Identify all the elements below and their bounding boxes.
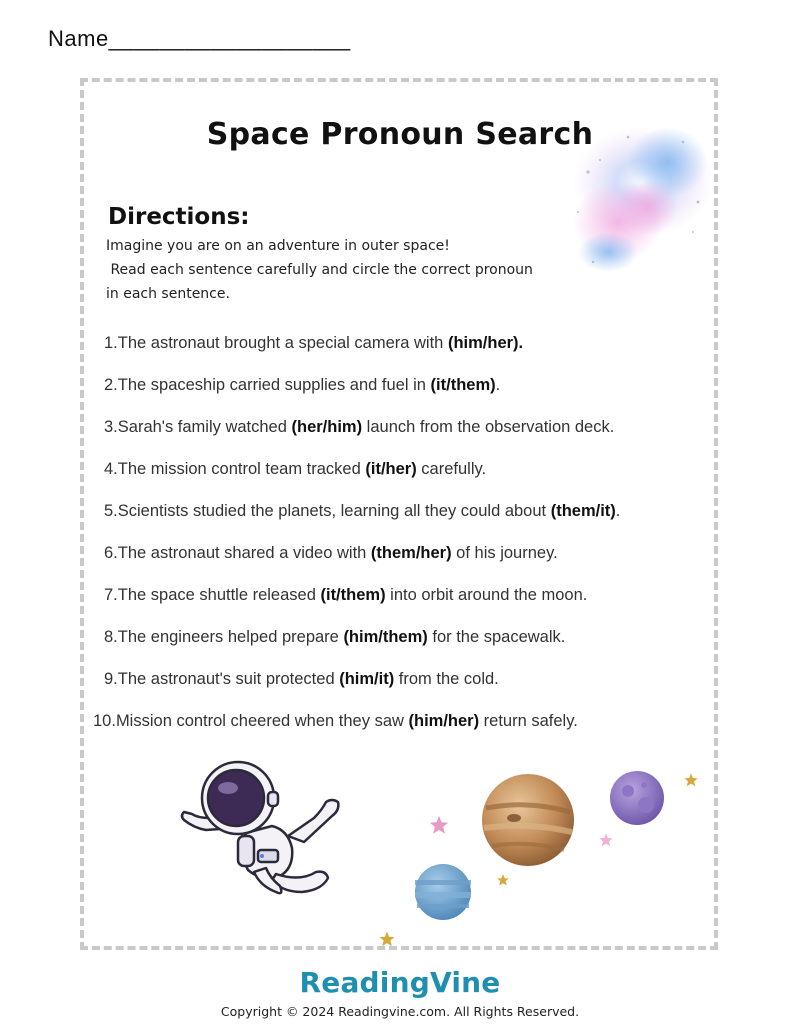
star-icon <box>683 772 699 788</box>
pronoun-choice[interactable]: (them/her) <box>370 544 452 562</box>
pronoun-choice[interactable]: (them/it) <box>550 502 616 520</box>
planet-icon <box>608 769 666 827</box>
question-text: The astronaut's suit protected <box>117 670 340 688</box>
question-text: Sarah's family watched <box>117 418 292 436</box>
star-icon <box>378 930 396 948</box>
question-number: 10. <box>93 712 116 730</box>
question-text: Mission control cheered when they saw <box>115 712 409 730</box>
question-text-end: launch from the observation deck. <box>362 418 615 436</box>
pronoun-choice[interactable]: (her/him) <box>291 418 363 436</box>
question-text: The engineers helped prepare <box>117 628 344 646</box>
question-number: 3. <box>104 418 118 436</box>
question-item <box>104 502 620 521</box>
question-item <box>104 334 523 353</box>
question-item <box>104 544 558 563</box>
question-item <box>93 712 578 731</box>
question-text-end: . <box>615 502 621 520</box>
pronoun-choice[interactable]: (it/them) <box>320 586 386 604</box>
question-number: 1. <box>104 334 118 352</box>
question-number: 8. <box>104 628 118 646</box>
question-item <box>104 586 587 605</box>
question-item <box>104 376 500 395</box>
question-text: The space shuttle released <box>117 586 321 604</box>
question-text-end: return safely. <box>479 712 578 730</box>
question-item <box>104 460 486 479</box>
question-text: The astronaut brought a special camera with <box>117 334 448 352</box>
nebula-icon <box>548 112 718 292</box>
star-icon <box>496 873 510 887</box>
question-number: 7. <box>104 586 118 604</box>
copyright-text: Copyright © 2024 Readingvine.com. All Rights Reserved. <box>220 1004 580 1019</box>
question-number: 9. <box>104 670 118 688</box>
star-icon <box>428 814 450 836</box>
name-field-label: Name___________________ <box>48 26 351 51</box>
directions-line: Read each sentence carefully and circle the correct pronoun <box>106 262 533 278</box>
question-number: 5. <box>104 502 118 520</box>
question-text: The astronaut shared a video with <box>117 544 371 562</box>
question-number: 2. <box>104 376 118 394</box>
directions-line: Imagine you are on an adventure in outer space! <box>106 238 450 254</box>
pronoun-choice[interactable]: (him/her) <box>408 712 480 730</box>
question-text: The spaceship carried supplies and fuel in <box>117 376 431 394</box>
question-number: 4. <box>104 460 118 478</box>
question-item <box>104 670 499 689</box>
planet-icon <box>478 770 578 870</box>
question-text-end: for the spacewalk. <box>427 628 566 646</box>
star-icon <box>598 832 614 848</box>
pronoun-choice[interactable]: (him/it) <box>339 670 395 688</box>
question-text: The mission control team tracked <box>117 460 366 478</box>
question-item <box>104 628 565 647</box>
pronoun-choice[interactable]: (him/them) <box>343 628 428 646</box>
pronoun-choice[interactable]: (it/her) <box>365 460 417 478</box>
brand-logo: ReadingVine <box>299 966 501 999</box>
question-item <box>104 418 614 437</box>
question-text-end: . <box>495 376 501 394</box>
directions-line: in each sentence. <box>106 286 230 302</box>
planet-icon <box>413 862 473 922</box>
question-text-end: of his journey. <box>451 544 558 562</box>
question-text-end: carefully. <box>416 460 487 478</box>
question-text-end: into orbit around the moon. <box>385 586 588 604</box>
question-text-end: from the cold. <box>394 670 499 688</box>
pronoun-choice[interactable]: (it/them) <box>430 376 496 394</box>
pronoun-choice[interactable]: (him/her). <box>447 334 524 352</box>
question-number: 6. <box>104 544 118 562</box>
worksheet-title: Space Pronoun Search <box>206 117 594 152</box>
question-text: Scientists studied the planets, learning all they could about <box>117 502 551 520</box>
astronaut-icon <box>176 758 346 898</box>
directions-heading: Directions: <box>108 204 250 230</box>
